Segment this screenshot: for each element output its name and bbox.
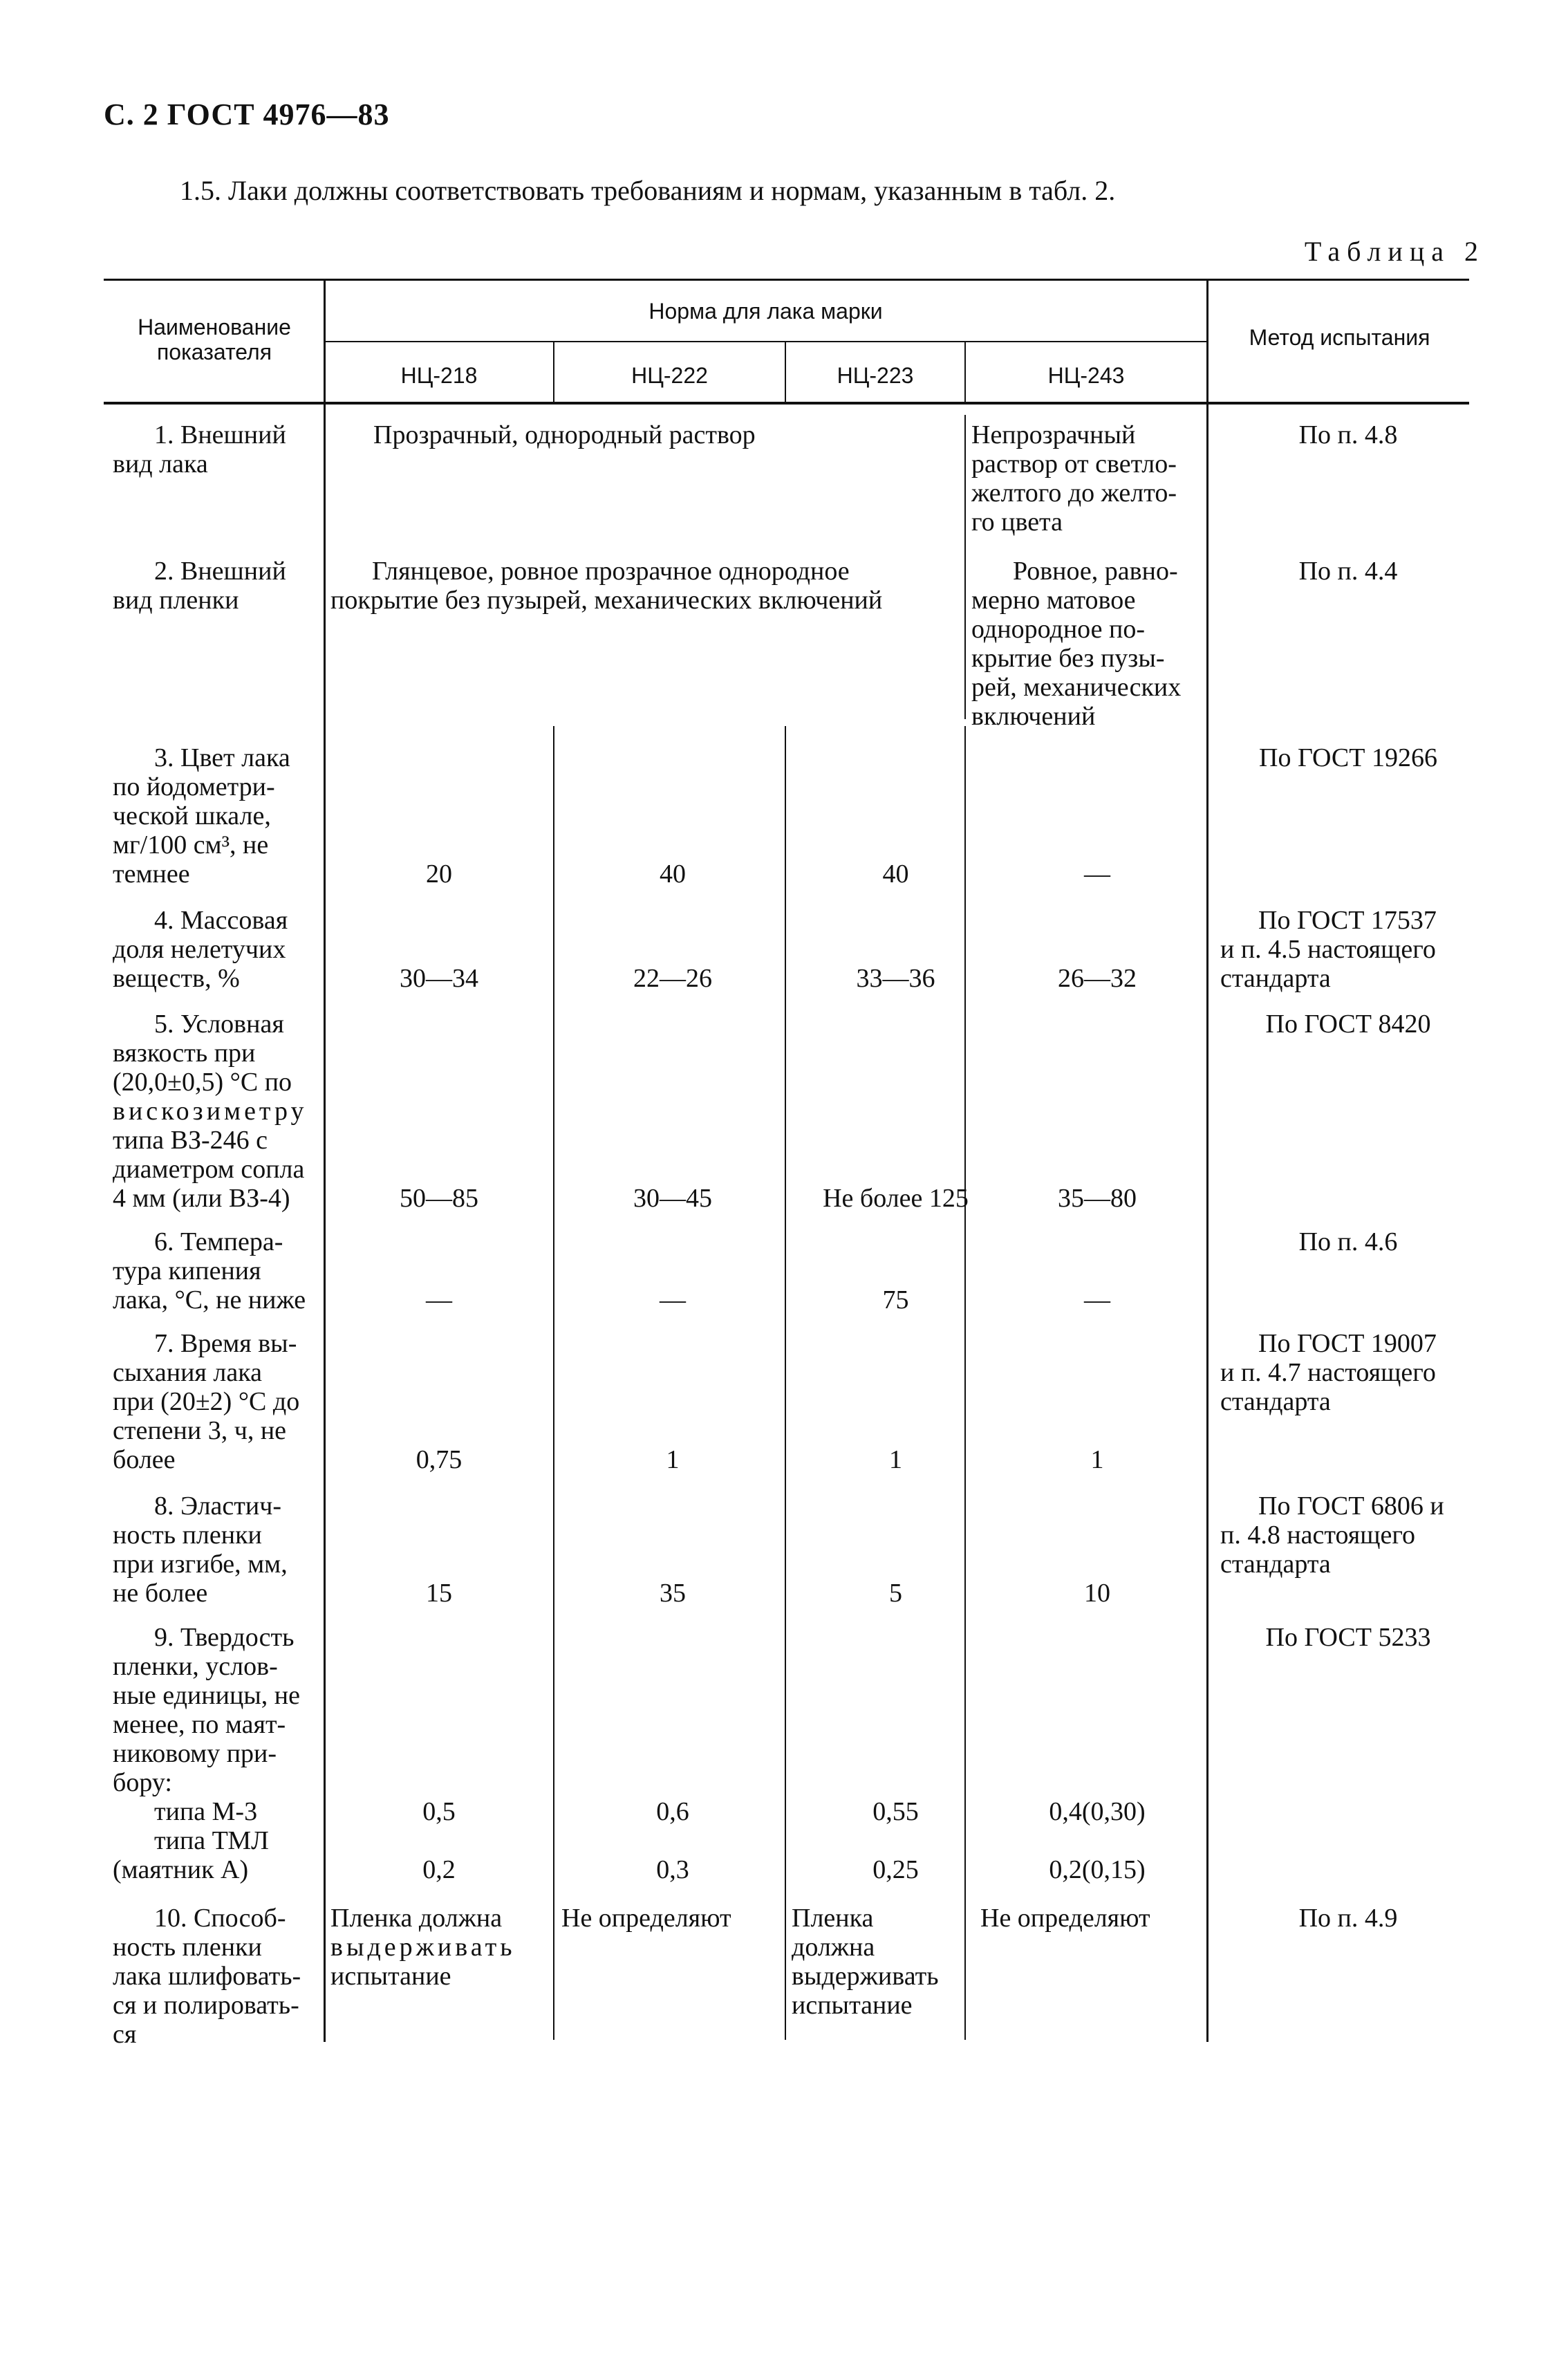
row-9-tml-value-218: 0,2 bbox=[422, 1855, 456, 1884]
header-name-line1: Наименование bbox=[138, 315, 291, 340]
row-7-value-222: 1 bbox=[666, 1445, 680, 1474]
row-1-method: По п. 4.8 bbox=[1298, 420, 1398, 449]
row-8-value-222: 35 bbox=[660, 1579, 686, 1608]
header-norm-group: Норма для лака марки bbox=[648, 299, 883, 324]
row-1-merged-value: Прозрачный, однородный раствор bbox=[373, 420, 756, 449]
row-3-name: 3. Цвет лака по йодометри- ческой шкале, мг/100 см³, не темнее bbox=[113, 743, 290, 889]
row-10-value-223: Пленка должна выдерживать испытание bbox=[792, 1904, 939, 2020]
row-9-m3-value-243: 0,4(0,30) bbox=[1049, 1797, 1146, 1826]
row-4-method: По ГОСТ 17537 и п. 4.5 настоящего стандарта bbox=[1220, 906, 1437, 993]
row-1-value-243: Непрозрачный раствор от светло- желтого до желто- го цвета bbox=[971, 420, 1177, 537]
header-name-line2: показателя bbox=[156, 340, 272, 364]
col-divider-222-223-body bbox=[785, 726, 786, 2040]
intro-paragraph: 1.5. Лаки должны соответствовать требованиям и нормам, указанным в табл. 2. bbox=[180, 175, 1116, 206]
row-2-name: 2. Внешний вид пленки bbox=[113, 557, 286, 615]
header-name-col bbox=[111, 315, 318, 364]
row-4-name: 4. Массовая доля нелетучих веществ, % bbox=[113, 906, 288, 993]
row-4-value-222: 22—26 bbox=[633, 964, 712, 993]
row-9-m3-value-222: 0,6 bbox=[656, 1797, 689, 1826]
row-7-value-223: 1 bbox=[889, 1445, 902, 1474]
row-7-value-243: 1 bbox=[1090, 1445, 1104, 1474]
row-9-tml-value-223: 0,25 bbox=[872, 1855, 919, 1884]
row-6-value-243: — bbox=[1084, 1285, 1110, 1314]
row-4-value-243: 26—32 bbox=[1058, 964, 1137, 993]
row-3-method: По ГОСТ 19266 bbox=[1259, 743, 1437, 772]
row-5-name: 5. Условная вязкость при (20,0±0,5) °С по вискозиметру типа ВЗ-246 с диаметром сопла 4 мм (или ВЗ-4) bbox=[113, 1010, 308, 1213]
row-2-merged-value: Глянцевое, ровное прозрачное однородное покрытие без пузырей, механических включений bbox=[330, 557, 883, 615]
row-4-value-223: 33—36 bbox=[856, 964, 935, 993]
row-10-value-243: Не определяют bbox=[980, 1904, 1150, 1933]
row-2-value-243: Ровное, равно- мерно матовое однородное по- крытие без пузы- рей, механических включений bbox=[971, 557, 1182, 731]
header-bottom-rule bbox=[104, 402, 1469, 405]
row-9-m3-value-223: 0,55 bbox=[872, 1797, 919, 1826]
row-5-value-218: 50—85 bbox=[400, 1184, 478, 1213]
row-3-value-243: — bbox=[1084, 860, 1110, 889]
row-10-method: По п. 4.9 bbox=[1298, 1904, 1398, 1933]
row-7-method: По ГОСТ 19007 и п. 4.7 настоящего стандарта bbox=[1220, 1329, 1437, 1416]
row-8-value-223: 5 bbox=[889, 1579, 902, 1608]
col-divider-name bbox=[324, 279, 326, 2042]
header-method: Метод испытания bbox=[1249, 325, 1430, 350]
row-8-name: 8. Эластич- ность пленки при изгибе, мм, не более bbox=[113, 1492, 288, 1608]
col-divider-223-243-body bbox=[964, 726, 966, 2040]
row-9-name: 9. Твердость пленки, услов- ные единицы, не менее, по маят- никовому при- бору: типа М-3 типа ТМЛ (маятник А) bbox=[113, 1623, 301, 1884]
header-brand-243: НЦ-243 bbox=[1047, 363, 1125, 388]
row-10-value-218: Пленка должна выдерживать испытание bbox=[330, 1904, 516, 1991]
header-brand-222: НЦ-222 bbox=[631, 363, 708, 388]
row-6-name: 6. Темпера- тура кипения лака, °С, не ниже bbox=[113, 1227, 306, 1314]
row-6-value-222: — bbox=[660, 1285, 686, 1314]
row-10-value-222: Не определяют bbox=[561, 1904, 731, 1933]
row-3-value-222: 40 bbox=[660, 860, 686, 889]
row-9-tml-value-243: 0,2(0,15) bbox=[1049, 1855, 1146, 1884]
row-3-value-218: 20 bbox=[426, 860, 452, 889]
row-5-method: По ГОСТ 8420 bbox=[1265, 1010, 1431, 1039]
col-divider-243-row1 bbox=[964, 415, 966, 719]
row-5-value-223: Не более 125 bbox=[823, 1184, 969, 1213]
col-divider-218-222-body bbox=[553, 726, 554, 2040]
table-top-rule bbox=[104, 279, 1469, 281]
row-6-value-218: — bbox=[426, 1285, 452, 1314]
row-5-value-222: 30—45 bbox=[633, 1184, 712, 1213]
row-1-name: 1. Внешний вид лака bbox=[113, 420, 286, 478]
header-brand-218: НЦ-218 bbox=[400, 363, 478, 388]
row-8-value-218: 15 bbox=[426, 1579, 452, 1608]
row-4-value-218: 30—34 bbox=[400, 964, 478, 993]
row-9-tml-value-222: 0,3 bbox=[656, 1855, 689, 1884]
row-6-value-223: 75 bbox=[882, 1285, 909, 1314]
header-mid-rule bbox=[325, 341, 1206, 342]
row-6-method: По п. 4.6 bbox=[1298, 1227, 1398, 1256]
row-9-m3-value-218: 0,5 bbox=[422, 1797, 456, 1826]
header-brand-223: НЦ-223 bbox=[837, 363, 914, 388]
row-7-value-218: 0,75 bbox=[416, 1445, 463, 1474]
row-8-method: По ГОСТ 6806 и п. 4.8 настоящего стандарта bbox=[1220, 1492, 1444, 1579]
table-caption: Таблица 2 bbox=[1304, 236, 1485, 267]
row-9-method: По ГОСТ 5233 bbox=[1265, 1623, 1431, 1652]
row-10-name: 10. Способ- ность пленки лака шлифовать- ся и полировать- ся bbox=[113, 1904, 301, 2049]
page-header: С. 2 ГОСТ 4976—83 bbox=[104, 97, 390, 131]
row-3-value-223: 40 bbox=[882, 860, 909, 889]
row-8-value-243: 10 bbox=[1084, 1579, 1110, 1608]
row-5-value-243: 35—80 bbox=[1058, 1184, 1137, 1213]
col-divider-method bbox=[1206, 279, 1208, 2042]
row-7-name: 7. Время вы- сыхания лака при (20±2) °С до степени 3, ч, не более bbox=[113, 1329, 300, 1474]
row-2-method: По п. 4.4 bbox=[1298, 557, 1398, 586]
